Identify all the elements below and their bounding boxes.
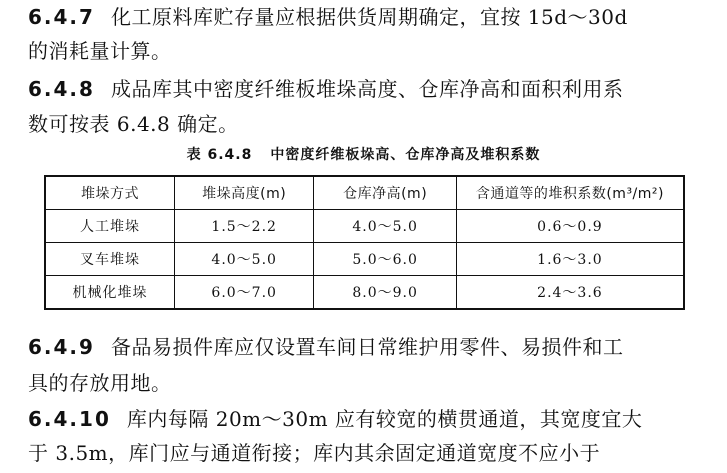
clause-6-4-8-line-2 (28, 111, 239, 137)
table-cell: 叉车堆垛 (45, 243, 174, 276)
clause-6-4-9-line-1 (28, 334, 623, 360)
header-stack-height: 堆垛高度(m) (174, 176, 313, 210)
header-stacking-method: 堆垛方式 (45, 176, 174, 210)
table-cell: 1.6～3.0 (456, 243, 684, 276)
table-row (45, 243, 684, 276)
clause-text: 于 3.5m，库门应与通道衔接；库内其余固定通道宽度不应小于 (28, 441, 601, 465)
clause-6-4-9-line-2 (28, 370, 172, 396)
clause-6-4-8-line-1 (28, 76, 623, 102)
clause-text: 具的存放用地。 (28, 371, 172, 395)
clause-6-4-7-line-2 (28, 38, 172, 64)
table-cell: 人工堆垛 (45, 210, 174, 243)
table-cell: 8.0～9.0 (314, 276, 456, 310)
table-cell: 1.5～2.2 (174, 210, 313, 243)
clause-text: 数可按表 6.4.8 确定。 (28, 112, 239, 136)
table-cell: 6.0～7.0 (174, 276, 313, 310)
table-caption (0, 146, 727, 164)
table-cell: 4.0～5.0 (314, 210, 456, 243)
header-clear-height: 仓库净高(m) (314, 176, 456, 210)
table-cell: 4.0～5.0 (174, 243, 313, 276)
clause-text: 成品库其中密度纤维板堆垛高度、仓库净高和面积利用系 (110, 77, 624, 101)
table-row (45, 210, 684, 243)
table-cell: 0.6～0.9 (456, 210, 684, 243)
clause-number: 6.4.8 (28, 77, 95, 101)
table-caption-number: 表 6.4.8 (186, 147, 253, 163)
clause-6-4-10-line-1 (28, 406, 642, 432)
clause-6-4-7-line-1 (28, 4, 628, 30)
clause-number: 6.4.9 (28, 335, 95, 359)
table-cell: 机械化堆垛 (45, 276, 174, 310)
clause-text: 库内每隔 20m～30m 应有较宽的横贯通道，其宽度宜大 (126, 407, 643, 431)
clause-text: 的消耗量计算。 (28, 39, 172, 63)
clause-text: 化工原料库贮存量应根据供货周期确定，宜按 15d～30d (110, 5, 628, 29)
header-stacking-coefficient: 含通道等的堆积系数(m³/m²) (456, 176, 684, 210)
clause-number: 6.4.10 (28, 407, 111, 431)
table-header-row (45, 176, 684, 210)
table-caption-title: 中密度纤维板垛高、仓库净高及堆积系数 (270, 147, 541, 163)
table-row (45, 276, 684, 310)
table-cell: 5.0～6.0 (314, 243, 456, 276)
clause-6-4-10-line-2 (28, 440, 600, 466)
clause-number: 6.4.7 (28, 5, 95, 29)
stacking-table (44, 175, 685, 310)
clause-text: 备品易损件库应仅设置车间日常维护用零件、易损件和工 (110, 335, 624, 359)
table-cell: 2.4～3.6 (456, 276, 684, 310)
